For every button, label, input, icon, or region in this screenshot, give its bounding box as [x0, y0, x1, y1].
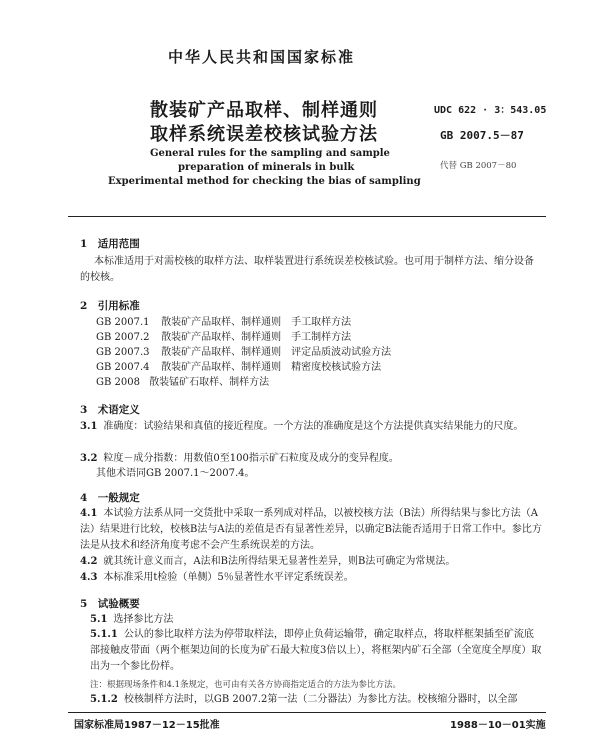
clause-text: 本试验方法系从同一交货批中采取一系列成对样品，以被校核方法（B法）所得结果与参比方法（A法）结果进行比较，校核B法与A法的差值是否有显著性差异，以确定B法能否适用于日常工作中。参比方法是从技术和经济角度考虑不会产生系统误差的方法。: [80, 508, 542, 551]
clause-number: 3.2: [80, 453, 98, 464]
english-title-line3: Experimental method for checking the bias of sampling: [108, 176, 421, 187]
reference-title: 散装矿产品取样、制样通则 精密度校核试验方法: [161, 362, 382, 373]
reference-code: GB 2007.2: [96, 332, 150, 343]
gb-code: GB 2007.5－87: [440, 129, 524, 142]
reference-item: [96, 375, 391, 390]
reference-item: [96, 330, 391, 345]
reference-code: GB 2007.3: [96, 347, 150, 358]
implementation-date: 1988－10－01实施: [450, 720, 546, 731]
clause-5-1-1: [90, 627, 542, 675]
footer-divider: [68, 712, 546, 713]
clause-5-1-2: [90, 692, 542, 708]
clause-3-1: [80, 419, 542, 435]
document-title-zh-line2: 取样系统误差校核试验方法: [150, 124, 378, 145]
clause-3-2: [80, 451, 542, 467]
reference-list: [96, 315, 391, 390]
clause-number: 5.1: [90, 614, 108, 625]
clause-number: 4.3: [80, 572, 98, 583]
other-terms-note: 其他术语同GB 2007.1～2007.4。: [96, 468, 255, 479]
header-divider: [68, 216, 546, 217]
clause-number: 3.1: [80, 421, 98, 432]
clause-text: 公认的参比取样方法为停带取样法，即停止负荷运输带，确定取样点，将取样框架插至矿流底部接触皮带面（两个框架边间的长度为矿石最大粒度3倍以上），将框架内矿石全部（全宽度全厚度）取出为一个参比份样。: [90, 629, 542, 672]
udc-code: UDC 622 · 3：543.05: [434, 105, 547, 116]
reference-title: 散装矿产品取样、制样通则 评定品质波动试验方法: [161, 347, 392, 358]
clause-note: 注：根据现场条件和4.1条规定，也可由有关各方协商指定适合的方法为参比方法。: [90, 680, 402, 690]
clause-text: 校核制样方法时，以GB 2007.2第一法（二分器法）为参比方法。校核缩分器时，以全部: [123, 694, 518, 705]
reference-code: GB 2007.4: [96, 362, 150, 373]
reference-item: [96, 345, 391, 360]
clause-number: 5.1.2: [90, 694, 118, 705]
clause-text: 选择参比方法: [113, 614, 174, 625]
document-title-zh-line1: 散装矿产品取样、制样通则: [150, 100, 378, 121]
clause-4-1: [80, 506, 542, 554]
english-title-line1: General rules for the sampling and sample: [150, 148, 390, 159]
clause-4-2: [80, 554, 542, 570]
reference-title: 散装锰矿石取样、制样方法: [149, 377, 270, 388]
replaces-standard: 代替 GB 2007－80: [440, 161, 517, 171]
english-title-line2: preparation of minerals in bulk: [178, 162, 355, 173]
clause-text: 粒度－成分指数：用数值0至100指示矿石粒度及成分的变异程度。: [103, 453, 399, 464]
reference-item: [96, 315, 391, 330]
reference-item: [96, 360, 391, 375]
clause-text: 准确度：试验结果和真值的接近程度。一个方法的准确度是这个方法提供真实结果能力的尺度。: [103, 421, 524, 432]
section-5-heading: 5 试验概要: [80, 598, 140, 610]
clause-text: 本标准采用t检验（单侧）5％显著性水平评定系统误差。: [103, 572, 354, 583]
section-3-heading: 3 术语定义: [80, 404, 140, 416]
clause-5-1: [90, 612, 173, 628]
reference-code: GB 2008: [96, 377, 140, 388]
reference-code: GB 2007.1: [96, 317, 150, 328]
reference-title: 散装矿产品取样、制样通则 手工取样方法: [161, 317, 352, 328]
clause-text: 就其统计意义而言，A法和B法所得结果无显著性差异，则B法可确定为常规法。: [103, 556, 456, 567]
clause-number: 4.2: [80, 556, 98, 567]
approval-date: 国家标准局1987－12－15批准: [74, 720, 220, 731]
national-standard-label: 中华人民共和国国家标准: [168, 48, 356, 66]
clause-number: 5.1.1: [90, 629, 118, 640]
clause-4-3: [80, 570, 542, 586]
clause-number: 4.1: [80, 508, 98, 519]
section-1-text: 本标准适用于对需校核的取样方法、取样装置进行系统误差校核试验。也可用于制样方法、缩分设备的校核。: [80, 256, 534, 283]
section-2-heading: 2 引用标准: [80, 300, 140, 312]
reference-title: 散装矿产品取样、制样通则 手工制样方法: [161, 332, 352, 343]
section-4-heading: 4 一般规定: [80, 492, 140, 504]
section-1-heading: 1 适用范围: [80, 238, 140, 250]
